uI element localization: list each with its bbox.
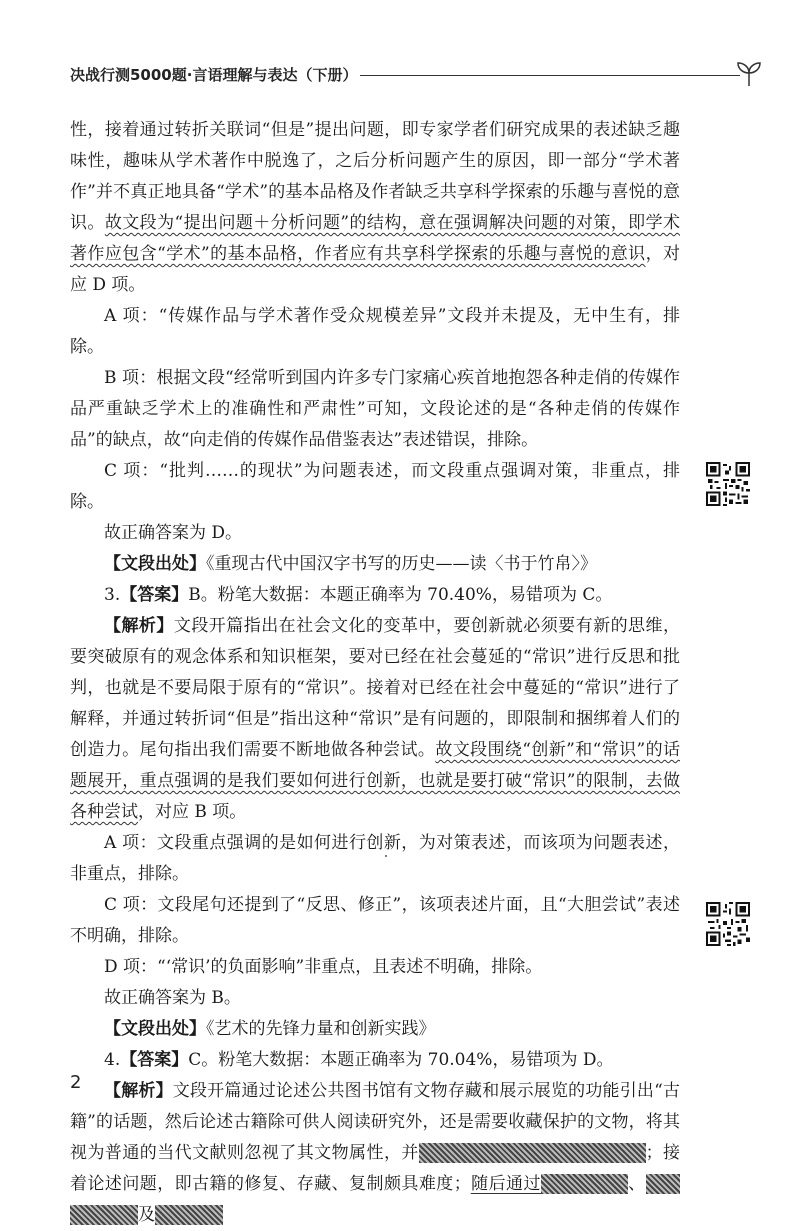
qr-code-icon[interactable] [706, 902, 750, 946]
source-text: 《重现古代中国汉字书写的历史——读〈书于竹帛〉》 [206, 554, 597, 574]
option-b-analysis: B 项：根据文段“经常听到国内许多专门家痛心疾首地抱怨各种走俏的传媒作品严重缺乏学术上的准确性和严肃性”可知，文段论述的是“各种走俏的传媒作品”的缺点，故“向走俏的传媒作品借鉴表达”表述错误，排除。 [70, 368, 680, 450]
correct-answer-q3: 故正确答案为 B。 [104, 988, 241, 1008]
source-text: 《艺术的先锋力量和创新实践》 [206, 1019, 436, 1039]
redacted-text [419, 1143, 646, 1163]
answer-text: C。粉笔大数据：本题正确率为 70.04%，易错项为 D。 [188, 1050, 614, 1070]
paragraph-analysis-cont [70, 115, 680, 301]
stray-dot [385, 855, 387, 857]
analysis-q3 [70, 611, 680, 828]
header-rule [360, 75, 740, 76]
analysis-q4 [70, 1076, 680, 1231]
source-citation [70, 549, 680, 580]
redacted-text [155, 1205, 223, 1225]
analysis-text: 文段开篇指出在社会文化的变革中，要创新就必须要有新的思维，要突破原有的观念体系和知识框架，要对已经在社会蔓延的“常识”进行反思和批判，也就是不要局限于原有的“常识”。接着对已经在社会中蔓延的“常识”进行了解释，并通过转折词“但是”指出这种“常识”是有问题的，即限制和捆绑着人们的创造力。尾句指出我们需要不断地做各种尝试。 [70, 616, 680, 760]
answer-label: 【答案】 [120, 1050, 189, 1070]
page-content [70, 115, 680, 1231]
correct-answer: 故正确答案为 D。 [104, 523, 243, 543]
source-label: 【文段出处】 [104, 1019, 206, 1039]
answer-ref: ，对应 B 项。 [138, 802, 247, 822]
header-title: 决战行测5000题·言语理解与表达（下册） [70, 66, 358, 84]
answer-line-q4 [70, 1045, 680, 1076]
answer-text: B。粉笔大数据：本题正确率为 70.40%，易错项为 C。 [188, 585, 613, 605]
underlined-text: 随后通过 [470, 1174, 541, 1194]
answer-ref: ，对应 D 项。 [70, 244, 680, 295]
key-conclusion: 故文段为“提出问题＋分析问题”的结构，意在强调解决问题的对策，即学术著作应包含“学术”的基本品格，作者应有共享科学探索的乐趣与喜悦的意识 [70, 213, 680, 264]
analysis-text: 及 [138, 1205, 155, 1225]
analysis-text: 文段开篇通过论述公共图书馆有文物存藏和展示展览的功能引出“古籍”的话题，然后论述古籍除可供人阅读研究外，还是需要收藏保护的文物，将其视为普通的当代文献则忽视了其文物属性，并 [70, 1081, 680, 1163]
analysis-text: 性，接着通过转折关联词“但是”提出问题，即专家学者们研究成果的表述缺乏趣味性，趣味从学术著作中脱逸了，之后分析问题产生的原因，即一部分“学术著作”并不真正地具备“学术”的基本品格及作者缺乏共享科学探索的乐趣与喜悦的意识。 [70, 120, 680, 233]
answer-line-q3 [70, 580, 680, 611]
answer-label: 【答案】 [120, 585, 189, 605]
redacted-text [541, 1174, 628, 1194]
option-a-analysis: A 项：“传媒作品与学术著作受众规模差异”文段并未提及，无中生有，排除。 [70, 306, 680, 357]
page-number: 2 [70, 1072, 82, 1093]
analysis-text: 、 [628, 1174, 646, 1194]
analysis-label: 【解析】 [104, 616, 174, 636]
analysis-text: ；接着论述问题，即古籍的修复、存藏、复制颇具难度； [70, 1143, 681, 1194]
source-label: 【文段出处】 [104, 554, 206, 574]
qr-code-icon[interactable] [706, 462, 750, 506]
option-a-analysis-q3: A 项：文段重点强调的是如何进行创新，为对策表述，而该项为问题表述，非重点，排除。 [70, 833, 680, 884]
question-number: 3. [104, 585, 121, 605]
option-c-analysis: C 项：“批判……的现状”为问题表述，而文段重点强调对策，非重点，排除。 [70, 461, 680, 512]
question-number: 4. [104, 1050, 121, 1070]
sprout-icon [734, 58, 764, 88]
key-conclusion: 故文段围绕“创新”和“常识”的话题展开，重点强调的是我们要如何进行创新，也就是要打破“常识”的限制，去做各种尝试 [70, 740, 681, 822]
page-header [70, 60, 760, 90]
source-citation-q3 [70, 1014, 680, 1045]
option-d-analysis-q3: D 项：“‘常识’的负面影响”非重点，且表述不明确，排除。 [104, 957, 543, 977]
analysis-label: 【解析】 [104, 1081, 173, 1101]
option-c-analysis-q3: C 项：文段尾句还提到了“反思、修正”，该项表述片面，且“大胆尝试”表述不明确，排除。 [70, 895, 680, 946]
